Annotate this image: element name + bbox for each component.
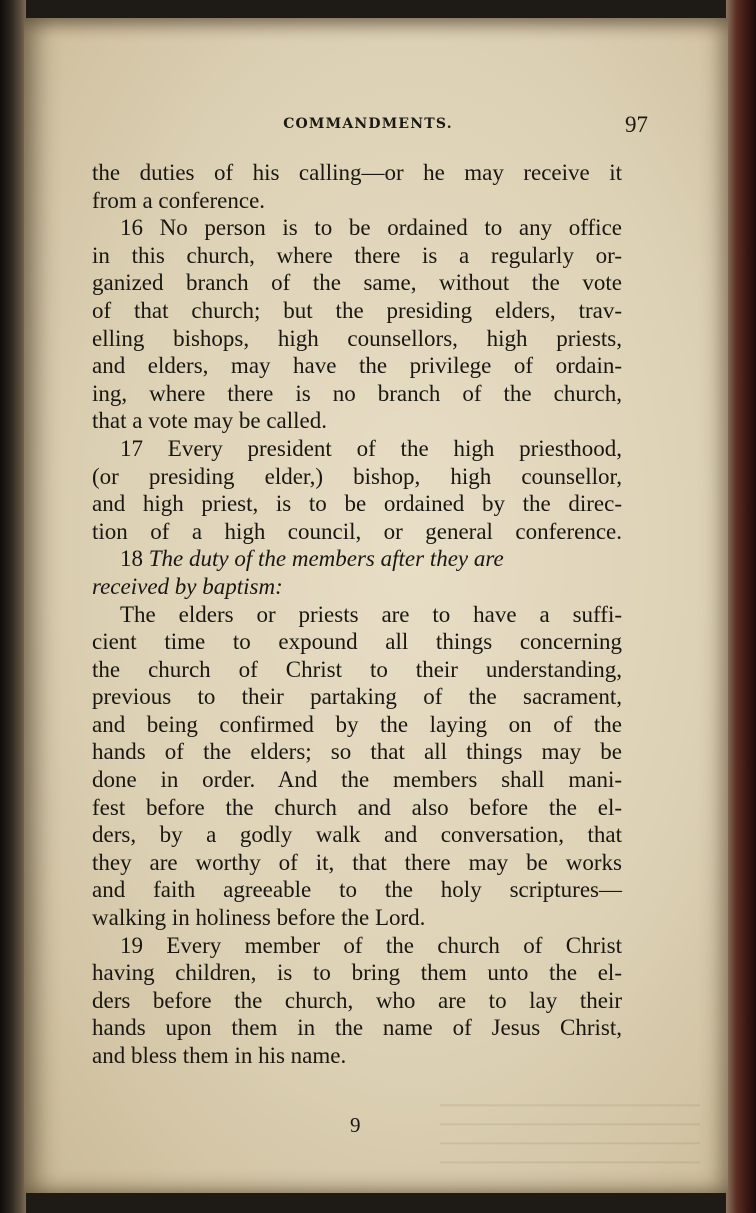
text-line: ing, where there is no branch of the church, [92,380,622,406]
text-line: ders before the church, who are to lay their [92,987,622,1013]
page-number: 97 [625,112,648,137]
text-line: ganized branch of the same, without the vote [92,270,622,296]
text-line: cient time to expound all things concerning [92,629,622,655]
text-line: of that church; but the presiding elders, trav- [92,297,622,323]
text-line: elling bishops, high counsellors, high priests, [92,325,622,351]
text-line: the duties of his calling—or he may receive it [92,160,622,185]
section-heading-continued: received by baptism: [92,573,283,599]
text-line: and faith agreeable to the holy scriptures— [92,877,622,903]
text-line: and elders, may have the privilege of ordain- [92,353,622,379]
text-line: (or presiding elder,) bishop, high counsellor, [92,463,622,489]
show-through-text [440,1088,700,1168]
text-line: in this church, where there is a regularly or- [92,242,622,268]
book-binding-right [726,0,756,1213]
text-line: 16 No person is to be ordained to any office [120,215,622,241]
text-line: tion of a high council, or general conference. [92,518,622,544]
section-number: 18 [120,546,143,572]
body-text [92,159,622,1070]
book-binding-left [0,0,26,1213]
text-line: and bless them in his name. [92,1043,347,1068]
text-line: the church of Christ to their understanding, [92,656,622,682]
text-line: ders, by a godly walk and conversation, that [92,822,622,848]
text-line [92,545,622,573]
text-line: and being confirmed by the laying on of the [92,711,622,737]
text-line: having children, is to bring them unto the el- [92,960,622,986]
text-line: hands upon them in the name of Jesus Christ, [92,1015,622,1041]
text-line: they are worthy of it, that there may be works [92,849,622,875]
text-line: 19 Every member of the church of Christ [120,932,622,958]
text-line: from a conference. [92,187,266,213]
section-heading: The duty of the members after they are [148,546,504,572]
text-line: and high priest, is to be ordained by the direc- [92,491,622,517]
text-line: done in order. And the members shall mani- [92,767,622,793]
text-line: The elders or priests are to have a suffi- [120,601,622,627]
text-line: previous to their partaking of the sacrament, [92,684,622,710]
running-title: COMMANDMENTS. [283,116,453,132]
signature-mark: 9 [350,1113,361,1137]
text-line: walking in holiness before the Lord. [92,905,426,931]
text-line: that a vote may be called. [92,408,328,434]
page-header [88,112,648,138]
text-line: 17 Every president of the high priesthood, [120,435,622,461]
text-line: fest before the church and also before the el- [92,794,622,820]
text-line: hands of the elders; so that all things may be [92,739,622,765]
